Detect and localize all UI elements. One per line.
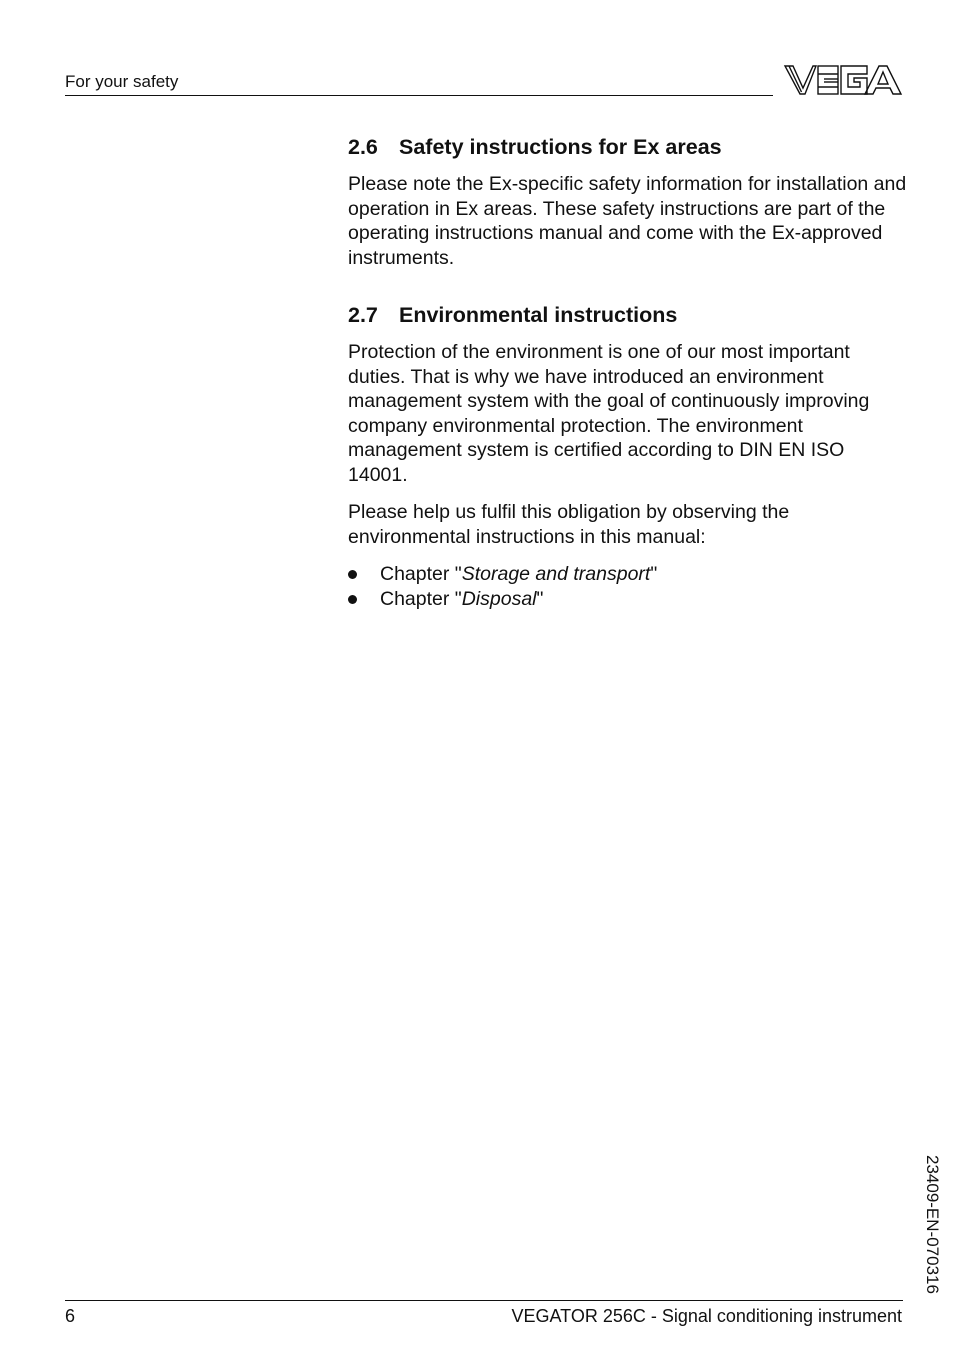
list-item-suffix: ": [536, 587, 544, 610]
running-header: For your safety: [65, 72, 179, 91]
chapter-reference: Disposal: [461, 587, 537, 610]
footer-document-title: VEGATOR 256C - Signal conditioning instrument: [511, 1306, 902, 1326]
list-item-prefix: Chapter ": [380, 587, 462, 610]
chapter-list: [348, 562, 908, 611]
section-title: Safety instructions for Ex areas: [399, 135, 722, 159]
section-paragraph: Please help us fulfil this obligation by observing the environmental instructions in this manual:: [348, 501, 790, 548]
section-paragraph: Please note the Ex-specific safety information for installation and operation in Ex areas. These safety instructions are part of the operating instructions manual and come with the Ex-approved instruments.: [348, 173, 907, 269]
section-number: 2.6: [348, 135, 378, 159]
footer-rule: [65, 1300, 903, 1301]
list-item-suffix: ": [650, 563, 658, 585]
bullet-icon: [348, 570, 357, 579]
list-item: [348, 562, 908, 587]
document-code-container: [920, 1155, 940, 1305]
bullet-icon: [348, 595, 357, 604]
section-title: Environmental instructions: [399, 303, 678, 327]
section-paragraph: Protection of the environment is one of our most important duties. That is why we have introduced an environment management system with the goal of continuously improving company environmental protection. The environment management system is certified according to DIN EN ISO 14001.: [348, 341, 870, 486]
section-number: 2.7: [348, 303, 378, 327]
section-heading-2-7: [348, 300, 908, 330]
main-content: [348, 132, 908, 611]
list-item-prefix: Chapter ": [380, 563, 462, 585]
document-code: 23409-EN-070316: [923, 1155, 942, 1294]
chapter-reference: Storage and transport: [461, 563, 651, 585]
section-heading-2-6: [348, 132, 908, 162]
header-rule: [65, 95, 773, 96]
vega-logo: [783, 62, 903, 98]
page-number: 6: [65, 1306, 76, 1326]
list-item: [348, 587, 908, 612]
